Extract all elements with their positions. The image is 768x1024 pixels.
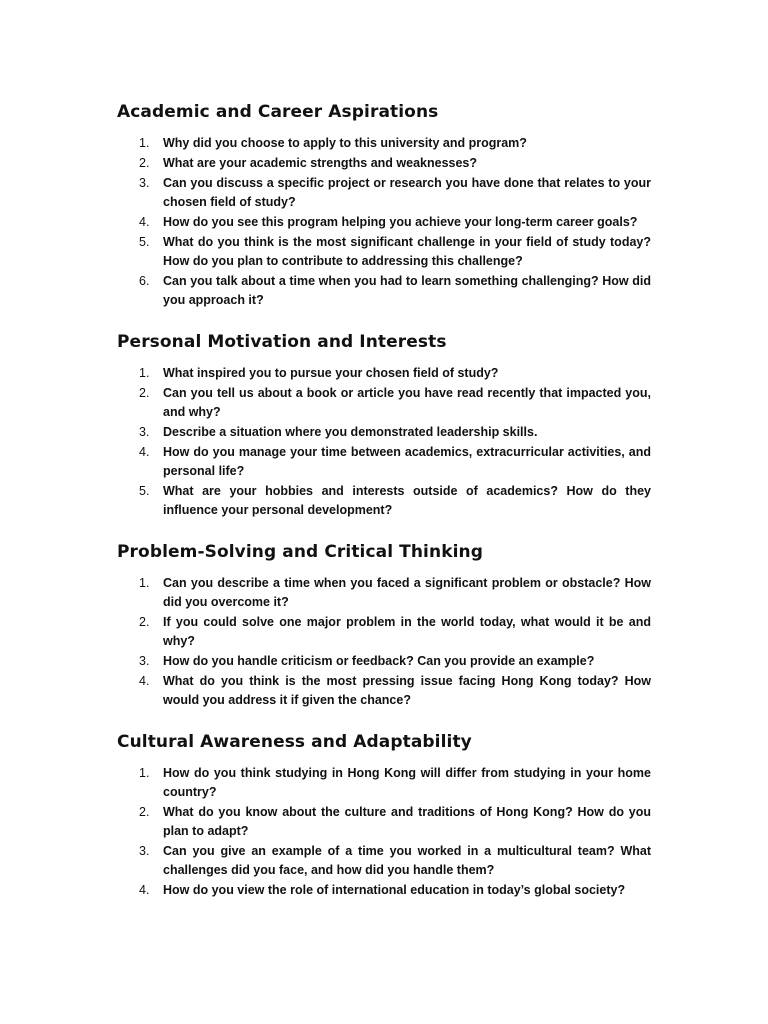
list-item — [117, 233, 651, 271]
list-number: 4. — [139, 445, 150, 459]
question-list — [117, 134, 651, 310]
question-text: What are your hobbies and interests outside of academics? How do they influence your personal development? — [163, 484, 651, 517]
list-number: 4. — [139, 674, 150, 688]
list-item — [117, 174, 651, 212]
section-heading: Academic and Career Aspirations — [117, 102, 439, 122]
list-number: 1. — [139, 366, 150, 380]
list-number: 3. — [139, 844, 150, 858]
question-text: What are your academic strengths and weaknesses? — [163, 156, 478, 170]
list-item — [117, 764, 651, 802]
list-number: 3. — [139, 654, 150, 668]
list-number: 4. — [139, 215, 150, 229]
question-text: What do you think is the most pressing issue facing Hong Kong today? How would you address it if given the chance? — [163, 674, 651, 707]
question-text: Can you describe a time when you faced a significant problem or obstacle? How did you overcome it? — [163, 576, 651, 609]
list-number: 3. — [139, 425, 150, 439]
section-personal-motivation — [117, 330, 651, 520]
section-heading: Personal Motivation and Interests — [117, 332, 447, 352]
list-item — [117, 652, 651, 671]
list-number: 2. — [139, 805, 150, 819]
question-text: Why did you choose to apply to this university and program? — [163, 136, 527, 150]
list-item — [117, 574, 651, 612]
list-number: 2. — [139, 156, 150, 170]
list-item — [117, 613, 651, 651]
question-text: How do you manage your time between academics, extracurricular activities, and personal life? — [163, 445, 651, 478]
list-item — [117, 842, 651, 880]
section-heading: Cultural Awareness and Adaptability — [117, 732, 472, 752]
section-academic-career — [117, 100, 651, 310]
section-heading: Problem-Solving and Critical Thinking — [117, 542, 483, 562]
list-number: 1. — [139, 766, 150, 780]
list-number: 5. — [139, 484, 150, 498]
list-number: 5. — [139, 235, 150, 249]
list-item — [117, 881, 651, 900]
list-number: 2. — [139, 386, 150, 400]
section-problem-solving — [117, 540, 651, 710]
question-list — [117, 364, 651, 520]
list-number: 2. — [139, 615, 150, 629]
question-text: Can you give an example of a time you worked in a multicultural team? What challenges did you face, and how did you handle them? — [163, 844, 651, 877]
question-text: If you could solve one major problem in the world today, what would it be and why? — [163, 615, 651, 648]
list-number: 4. — [139, 883, 150, 897]
list-item — [117, 423, 651, 442]
question-text: Describe a situation where you demonstrated leadership skills. — [163, 425, 538, 439]
list-item — [117, 134, 651, 153]
list-item — [117, 482, 651, 520]
question-text: Can you talk about a time when you had to learn something challenging? How did you approach it? — [163, 274, 651, 307]
list-number: 1. — [139, 576, 150, 590]
list-item — [117, 154, 651, 173]
list-number: 1. — [139, 136, 150, 150]
question-text: How do you handle criticism or feedback? Can you provide an example? — [163, 654, 595, 668]
question-text: Can you discuss a specific project or research you have done that relates to your chosen field of study? — [163, 176, 651, 209]
list-number: 6. — [139, 274, 150, 288]
list-item — [117, 672, 651, 710]
question-text: What do you think is the most significant challenge in your field of study today? How do you plan to contribute to addressing this challenge? — [163, 235, 651, 268]
question-text: What inspired you to pursue your chosen field of study? — [163, 366, 499, 380]
question-text: What do you know about the culture and traditions of Hong Kong? How do you plan to adapt? — [163, 805, 651, 838]
list-item — [117, 384, 651, 422]
question-text: How do you see this program helping you achieve your long-term career goals? — [163, 215, 638, 229]
question-list — [117, 764, 651, 900]
list-item — [117, 272, 651, 310]
question-text: How do you think studying in Hong Kong will differ from studying in your home country? — [163, 766, 651, 799]
list-number: 3. — [139, 176, 150, 190]
section-cultural-awareness — [117, 730, 651, 900]
list-item — [117, 364, 651, 383]
list-item — [117, 803, 651, 841]
question-list — [117, 574, 651, 710]
question-text: Can you tell us about a book or article you have read recently that impacted you, and why? — [163, 386, 651, 419]
list-item — [117, 213, 651, 232]
document-content — [117, 100, 651, 920]
list-item — [117, 443, 651, 481]
question-text: How do you view the role of international education in today’s global society? — [163, 883, 626, 897]
